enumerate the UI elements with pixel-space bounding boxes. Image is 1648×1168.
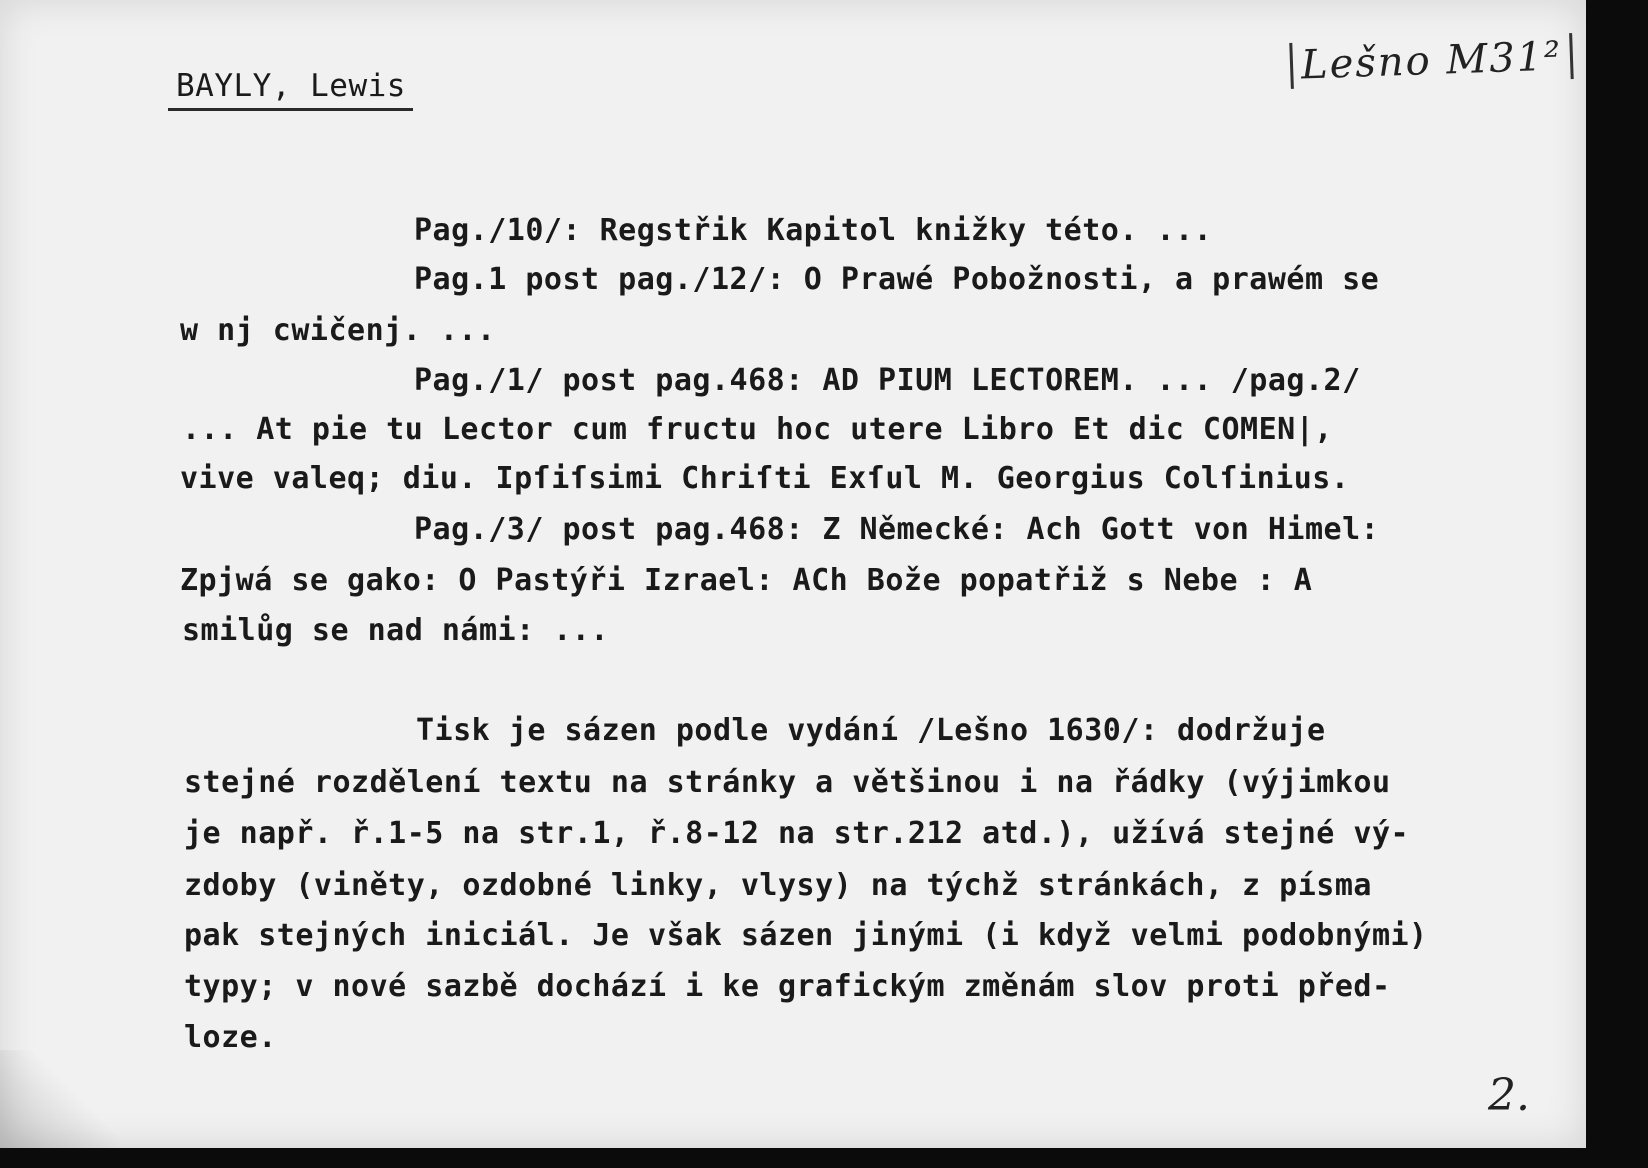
quote-line: ... At pie tu Lector cum fructu hoc utere Libro Et dic COMEN|, xyxy=(182,412,1333,447)
quote-line: Pag./1/ post pag.468: AD PIUM LECTOREM. ... /pag.2/ xyxy=(414,363,1361,398)
quote-line: Pag./10/: Regstřik Kapitol knižky této. ... xyxy=(414,213,1213,248)
quote-line: w nj cwičenj. ... xyxy=(180,313,496,348)
scan-border-right xyxy=(1586,0,1648,1168)
note-line: typy; v nové sazbě dochází i ke grafickým změnám slov proti před- xyxy=(184,969,1391,1004)
quote-line: Pag.1 post pag./12/: O Prawé Pobožnosti, a prawém se xyxy=(414,262,1380,297)
author-heading: BAYLY, Lewis xyxy=(176,68,406,104)
note-line: je např. ř.1-5 na str.1, ř.8-12 na str.212 atd.), užívá stejné vý- xyxy=(184,816,1410,851)
note-line: loze. xyxy=(184,1020,277,1055)
card-corner-shadow xyxy=(0,1050,120,1148)
quote-line: vive valeq; diu. Ipſiſsimi Chriſti Exſul M. Georgius Colſinius. xyxy=(180,461,1350,496)
quote-line: Zpjwá se gako: O Pastýři Izrael: ACh Bože popatřiž s Nebe : A xyxy=(180,563,1313,598)
note-line: stejné rozdělení textu na stránky a většinou i na řádky (výjimkou xyxy=(184,765,1391,800)
scan-border-bottom xyxy=(0,1148,1648,1168)
quote-line: Pag./3/ post pag.468: Z Německé: Ach Gott von Himel: xyxy=(414,512,1380,547)
note-line: zdoby (viněty, ozdobné linky, vlysy) na týchž stránkách, z písma xyxy=(184,868,1372,903)
shelfmark-annotation: Lešno M31² xyxy=(1289,33,1574,89)
note-line: Tisk je sázen podle vydání /Lešno 1630/: dodržuje xyxy=(416,713,1326,748)
note-line: pak stejných iniciál. Je však sázen jinými (i když velmi podobnými) xyxy=(184,918,1428,953)
author-underline xyxy=(168,108,413,111)
page-number: 2. xyxy=(1488,1070,1530,1121)
quote-line: smilůg se nad námi: ... xyxy=(182,613,609,648)
